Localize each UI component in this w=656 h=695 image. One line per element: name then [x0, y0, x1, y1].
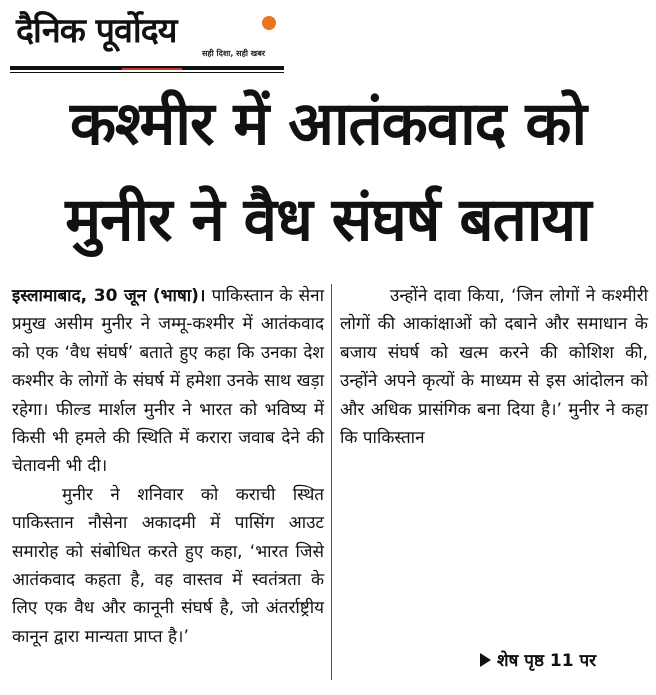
- headline-line-1: कश्मीर में आतंकवाद को: [69, 89, 587, 159]
- logo-dot-icon: [262, 16, 276, 30]
- headline-line-2: मुनीर ने वैध संघर्ष बताया: [65, 185, 591, 255]
- tagline: सही दिशा, सही खबर: [202, 49, 266, 58]
- play-triangle-icon: [480, 653, 491, 667]
- article-paragraph-2: मुनीर ने शनिवार को कराची स्थित पाकिस्तान नौसेना अकादमी में पासिंग आउट समारोह को संबोधित करते हुए कहा, ‘भारत जिसे आतंकवाद कहता है, वह वास्तव में स्वतंत्रता के लिए एक वैध और कानूनी संघर्ष है, जो अंतर्राष्ट्रीय कानून द्वारा मान्यता प्राप्त है।’: [12, 484, 324, 647]
- article-paragraph-1: [12, 282, 324, 481]
- article-column-right: [340, 282, 648, 452]
- article-column-left: [12, 282, 324, 651]
- dateline: इस्लामाबाद, 30 जून (भाषा)।: [12, 286, 206, 306]
- continued-label: शेष पृष्ठ 11 पर: [497, 651, 597, 671]
- paragraph-1-text: पाकिस्तान के सेना प्रमुख असीम मुनीर ने जम्मू-कश्मीर में आतंकवाद को एक ‘वैध संघर्ष’ बताते हुए कहा कि उनका देश कश्मीर के लोगों के संघर्ष में हमेशा उनके साथ खड़ा रहेगा। फील्ड मार्शल मुनीर ने भारत को भविष्य में किसी भी हमले की स्थिति में करारा जवाब देने की चेतावनी भी दी।: [12, 286, 324, 477]
- masthead: [10, 6, 290, 76]
- newspaper-logo: दैनिक पूर्वोदय: [16, 11, 177, 51]
- masthead-thin-rule: [10, 72, 284, 73]
- masthead-accent-rule: [122, 68, 182, 70]
- article-paragraph-3: उन्होंने दावा किया, ‘जिन लोगों ने कश्मीरी लोगों की आकांक्षाओं को दबाने और समाधान के बजाय संघर्ष को खत्म करने की कोशिश की, उन्होंने अपने कृत्यों के माध्यम से इस आंदोलन को और अधिक प्रासंगिक बना दिया है।’ मुनीर ने कहा कि पाकिस्तान: [340, 286, 648, 449]
- continued-on-page: [480, 648, 596, 671]
- column-divider: [331, 284, 332, 680]
